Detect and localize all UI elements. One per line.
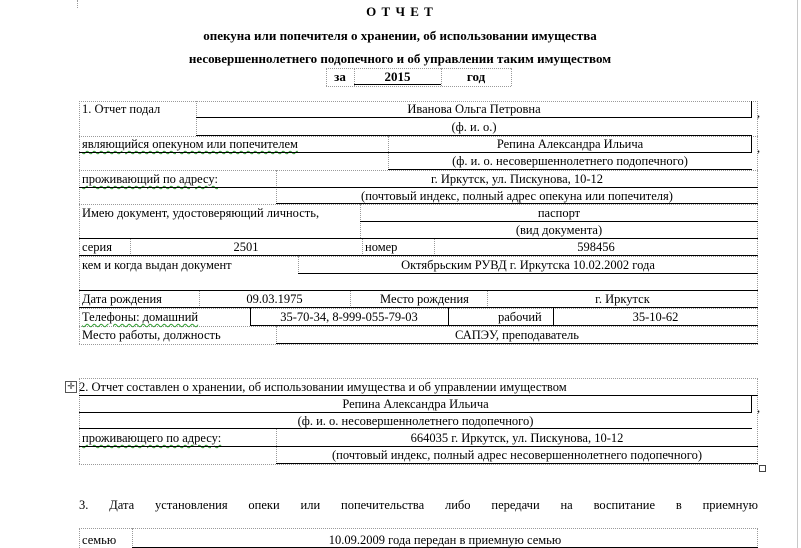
- workplace-label: Место работы, должность: [82, 328, 221, 342]
- year-prefix: за: [334, 69, 346, 84]
- guardian-caption: (ф. и. о.): [451, 120, 497, 134]
- comma: ,: [757, 106, 761, 120]
- birth-place-value[interactable]: г. Иркутск: [595, 292, 650, 306]
- guardian-address[interactable]: г. Иркутск, ул. Пискунова, 10-12: [430, 172, 604, 186]
- section2-address-caption: (почтовый индекс, полный адрес несовершеннолетнего подопечного): [331, 448, 703, 462]
- section2-label: 2. Отчет составлен о хранении, об использовании имущества и об управлении имуществом: [79, 380, 567, 394]
- work-phone-label: рабочий: [498, 310, 542, 324]
- ward-caption: (ф. и. о. несовершеннолетнего подопечного): [452, 154, 688, 168]
- birth-place-label: Место рождения: [380, 292, 469, 306]
- comma: ,: [757, 141, 761, 155]
- birth-date-value[interactable]: 09.03.1975: [246, 292, 303, 306]
- table-move-handle-icon[interactable]: ✛: [65, 381, 77, 393]
- acting-as-label: являющийся опекуном или попечителем: [82, 137, 298, 151]
- document-label: Имею документ, удостоверяющий личность,: [82, 206, 320, 220]
- reported-by-label: 1. Отчет подал: [82, 102, 161, 116]
- number-label: номер: [365, 240, 398, 254]
- series-value[interactable]: 2501: [233, 240, 259, 254]
- phones-label: Телефоны: домашний: [82, 310, 199, 324]
- guardian-address-caption: (почтовый индекс, полный адрес опекуна или попечителя): [361, 189, 673, 203]
- home-phones-value[interactable]: 35-70-34, 8-999-055-79-03: [280, 310, 418, 324]
- page-edge: [797, 0, 798, 548]
- series-label: серия: [82, 240, 112, 254]
- section2-ward-name[interactable]: Репина Александра Ильича: [342, 397, 489, 411]
- table-resize-handle-icon[interactable]: [759, 465, 766, 472]
- report-subtitle-2: несовершеннолетнего подопечного и об управлении таким имуществом: [188, 51, 612, 66]
- number-value[interactable]: 598456: [577, 240, 615, 254]
- page-margin-marker: [77, 0, 78, 8]
- guardian-name[interactable]: Иванова Ольга Петровна: [407, 102, 541, 116]
- document-caption: (вид документа): [515, 223, 603, 237]
- work-phone-value[interactable]: 35-10-62: [632, 310, 679, 324]
- ward-name[interactable]: Репина Александра Ильича: [496, 137, 644, 151]
- workplace-value[interactable]: САПЭУ, преподаватель: [455, 328, 579, 342]
- issued-label: кем и когда выдан документ: [82, 258, 232, 272]
- section3-word: семью: [82, 533, 117, 547]
- report-title: О Т Ч Е Т: [366, 4, 434, 19]
- birth-date-label: Дата рождения: [82, 292, 162, 306]
- address-label: проживающий по адресу:: [82, 172, 218, 186]
- report-subtitle-1: опекуна или попечителя о хранении, об использовании имущества: [203, 28, 597, 43]
- section2-address-value[interactable]: 664035 г. Иркутск, ул. Пискунова, 10-12: [410, 431, 624, 445]
- year-suffix: год: [466, 69, 486, 84]
- comma: ,: [757, 401, 761, 415]
- section2-address-label: проживающего по адресу:: [82, 431, 222, 445]
- section3-value[interactable]: 10.09.2009 года передан в приемную семью: [328, 533, 562, 547]
- issued-value[interactable]: Октябрьским РУВД г. Иркутска 10.02.2002 года: [401, 258, 655, 272]
- section2-ward-caption: (ф. и. о. несовершеннолетнего подопечного): [297, 414, 534, 428]
- section3-text: 3. Дата установления опеки или попечительства либо передачи на воспитание в приемную: [79, 498, 758, 512]
- year-value[interactable]: 2015: [384, 69, 411, 84]
- document-type[interactable]: паспорт: [537, 206, 581, 220]
